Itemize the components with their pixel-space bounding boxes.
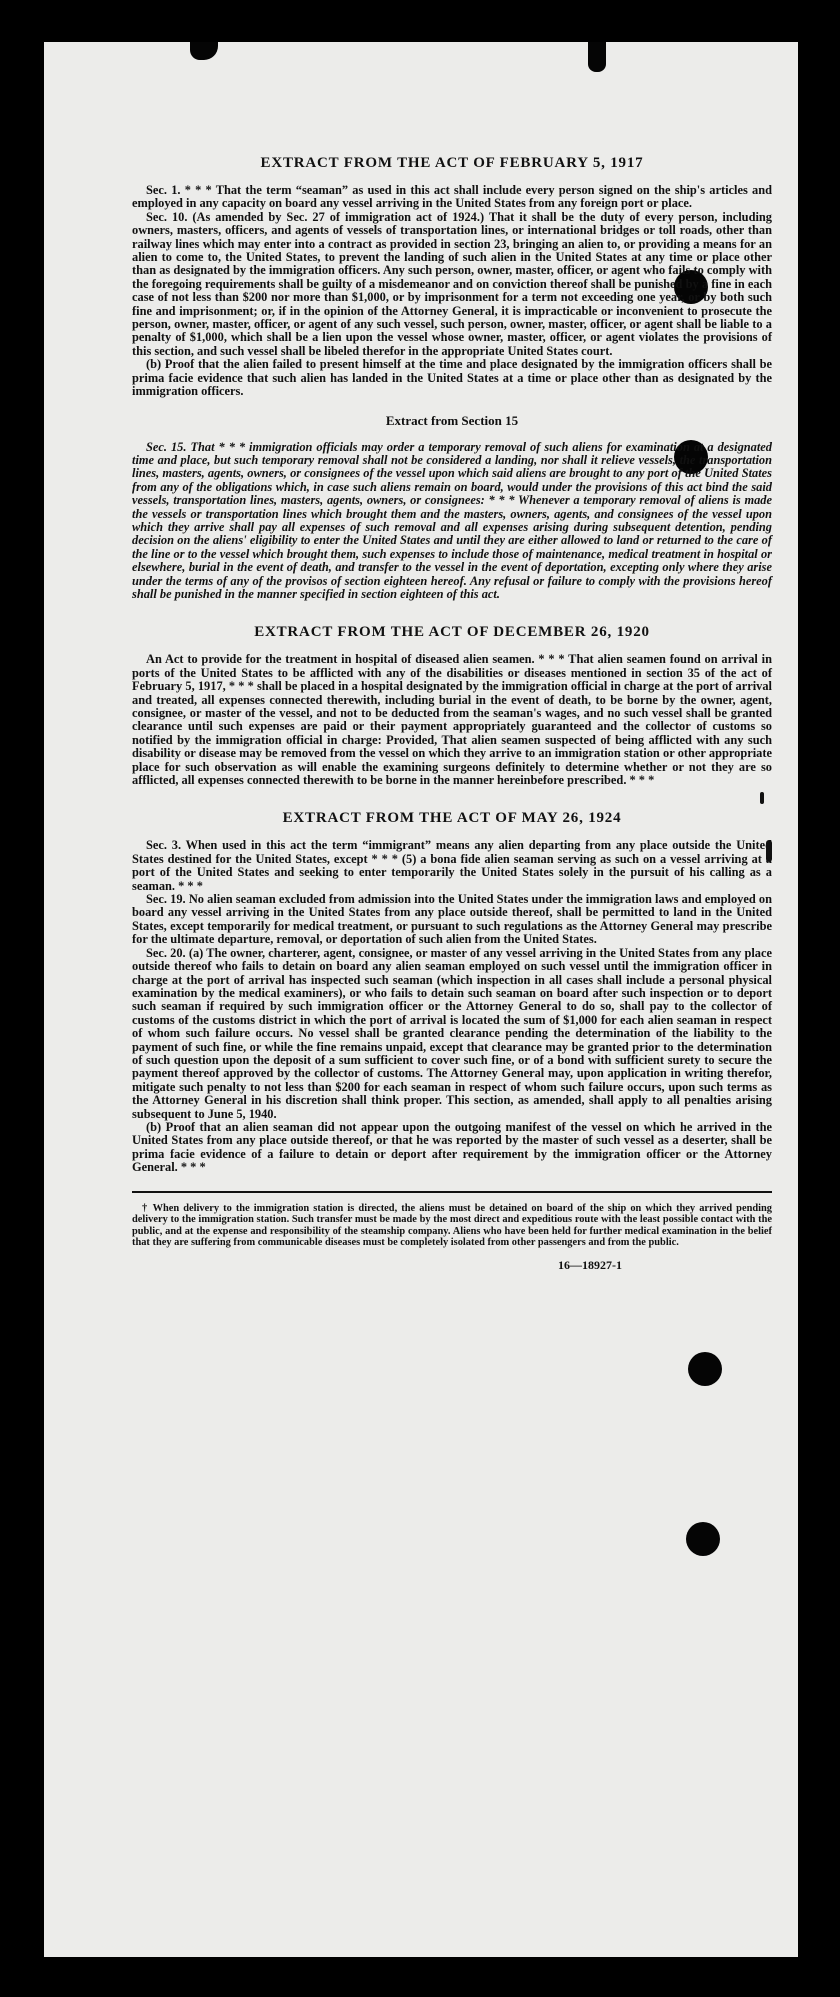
document-body: [132, 154, 772, 1272]
section-20a-text: Sec. 20. (a) The owner, charterer, agent, consignee, or master of any vessel arriving in the United States from any place outside thereof who fails to detain on board any alien seaman employed on such vessel until the immigration officer in charge at the port of arrival has inspected such seaman (which inspection in all cases shall include a personal physical examination by the medical examiners), or who fails to detain such seaman on board after such inspection or to deport such seaman if required by such immigration officer or the Attorney General to do so, shall pay to the collector of customs of the customs district in which the port of arrival is located the sum of $1,000 for each alien seaman in respect of whom such failure occurs. No vessel shall be granted clearance pending the determination of the liability to the payment of such fine, or while the fine remains unpaid, except that clearance may be granted prior to the determination of such question upon the deposit of a sum sufficient to cover such fine, or of a bond with sufficient surety to secure the payment thereof approved by the collector of customs. The Attorney General may, upon application in writing therefor, mitigate such penalty to not less than $200 for each seaman in respect of whom such failure occurs, upon such terms as the Attorney General in his discretion shall think proper. This section, as amended, shall apply to all penalties arising subsequent to June 5, 1940.: [132, 945, 772, 1121]
section-10-text: Sec. 10. (As amended by Sec. 27 of immigration act of 1924.) That it shall be the duty of every person, including owners, masters, officers, and agents of vessels of transportation lines, or international bridges or toll roads, other than railway lines which may enter into a contract as provided in section 23, bringing an alien to, or providing a means for an alien to come to, the United States, to prevent the landing of such alien in the United States at any time or place other than as designated by the immigration officers. Any such person, owner, master, officer, or agent who fails to comply with the foregoing requirements shall be guilty of a misdemeanor and on conviction thereof shall be punished by a fine in each case of not less than $200 nor more than $1,000, or by imprisonment for a term not exceeding one year, or by both such fine and imprisonment; or, if in the opinion of the Attorney General, it is impracticable or inconvenient to prosecute the person, owner, master, officer, or agent of any such vessel, such person, owner, master, officer, or agent shall be liable to a penalty of $1,000, which shall be a lien upon the vessel whose owner, master, officer, or agent violates the provisions of this section, and such vessel shall be libeled therefor in the appropriate United States court.: [132, 209, 772, 358]
section-19-text: Sec. 19. No alien seaman excluded from admission into the United States under the immigration laws and employed on board any vessel arriving in the United States from any place outside thereof, shall be permitted to land in the United States, except temporarily for medical treatment, or pursuant to such regulations as the Attorney General may prescribe for the ultimate departure, removal, or deportation of such alien from the United States.: [132, 892, 772, 947]
punch-hole: [688, 1352, 722, 1386]
torn-edge-left: [190, 42, 218, 60]
section-20b-text: (b) Proof that an alien seaman did not appear upon the outgoing manifest of the vessel on which he arrived in the United States from any place outside thereof, or that he was reported by the master of such vessel as a deserter, shall be prima facie evidence of a failure to detain or deport after requirement by the immigration officer or the Attorney General. * * *: [132, 1119, 772, 1175]
heading-act-1920: EXTRACT FROM THE ACT OF DECEMBER 26, 1920: [254, 624, 650, 641]
section-15-text: Sec. 15. That * * * immigration officials may order a temporary removal of such aliens for examination at a designated time and place, but such temporary removal shall not be considered a landing, nor shall it relieve vessels, the transportation lines, masters, agents, owners, or consignees of the vessel upon which said aliens are brought to any port of the United States from any of the obligations which, in case such aliens remain on board, would under the provisions of this act bind the said vessels, transportation lines, masters, agents, owners, or consignees: * * * Whenever a temporary removal of aliens is made the vessels or transportation lines which brought them and the masters, owners, agents, and consignees of the vessel upon which they arrive shall pay all expenses of such removal and all expenses arising during subsequent detention, pending decision on the aliens' eligibility to enter the United States and until they are either allowed to land or returned to the care of the line or to the vessel which brought them, such expenses to include those of maintenance, medical treatment in hospital or elsewhere, burial in the event of death, and transfer to the vessel in the event of deportation, excepting only where they arise under the terms of any of the provisos of section eighteen hereof. Any refusal or failure to comply with the provisions hereof shall be punished in the manner specified in section eighteen of this act.: [132, 439, 772, 601]
heading-section-15: Extract from Section 15: [385, 412, 519, 428]
section-1-text: Sec. 1. * * * That the term “seaman” as used in this act shall include every person signed on the ship's articles and employed in any capacity on board any vessel arriving in the United States from any foreign port or place.: [132, 183, 772, 211]
footnote-divider: [132, 1191, 772, 1193]
torn-edge-right: [588, 42, 606, 72]
punch-hole: [686, 1522, 720, 1556]
heading-act-1917: EXTRACT FROM THE ACT OF FEBRUARY 5, 1917: [260, 155, 644, 171]
document-page: [44, 42, 798, 1957]
section-10b-text: (b) Proof that the alien failed to present himself at the time and place designated by the immigration officers shall be prima facie evidence that such alien has landed in the United States at a time or place other than as designated by the immigration officers.: [132, 357, 772, 399]
heading-act-1924: EXTRACT FROM THE ACT OF MAY 26, 1924: [282, 810, 622, 827]
footnote-text: † When delivery to the immigration station is directed, the aliens must be detained on board of the ship on which they arrived pending delivery to the immigration station. Such transfer must be made by the most direct and expeditious route with the least possible contact with the public, and at the expense and responsibility of the steamship company. Aliens who have been held for further medical examination in the belief that they are suffering from communicable diseases must be completely isolated from other passengers and from the public.: [132, 1202, 772, 1249]
act-1920-text: An Act to provide for the treatment in hospital of diseased alien seamen. * * * That alien seamen found on arrival in ports of the United States to be afflicted with any of the disabilities or diseases mentioned in section 35 of the act of February 5, 1917, * * * shall be placed in a hospital designated by the immigration official in charge at the port of arrival and treated, all expenses connected therewith, including burial in the event of death, to be borne by the owner, agent, consignee, or master of the vessel, and not to be deducted from the seaman's wages, and no such vessel shall be granted clearance until such expenses are paid or their payment appropriately guaranteed and the collector of customs so notified by the immigration official in charge: Provided, That alien seamen suspected of being afflicted with any such disability or disease may be removed from the vessel on which they arrive to an immigration station or other appropriate place for such observation as will enable the examining surgeons definitely to determine whether or not they are so afflicted, all expenses connected therewith to be borne in the manner hereinbefore prescribed. * * *: [132, 652, 772, 788]
section-3-text: Sec. 3. When used in this act the term “immigrant” means any alien departing from any place outside the United States destined for the United States, except * * * (5) a bona fide alien seaman serving as such on a vessel arriving at a port of the United States and seeking to enter temporarily the United States solely in the pursuit of his calling as a seaman. * * *: [132, 838, 772, 893]
form-number: 16—18927-1: [558, 1257, 622, 1272]
